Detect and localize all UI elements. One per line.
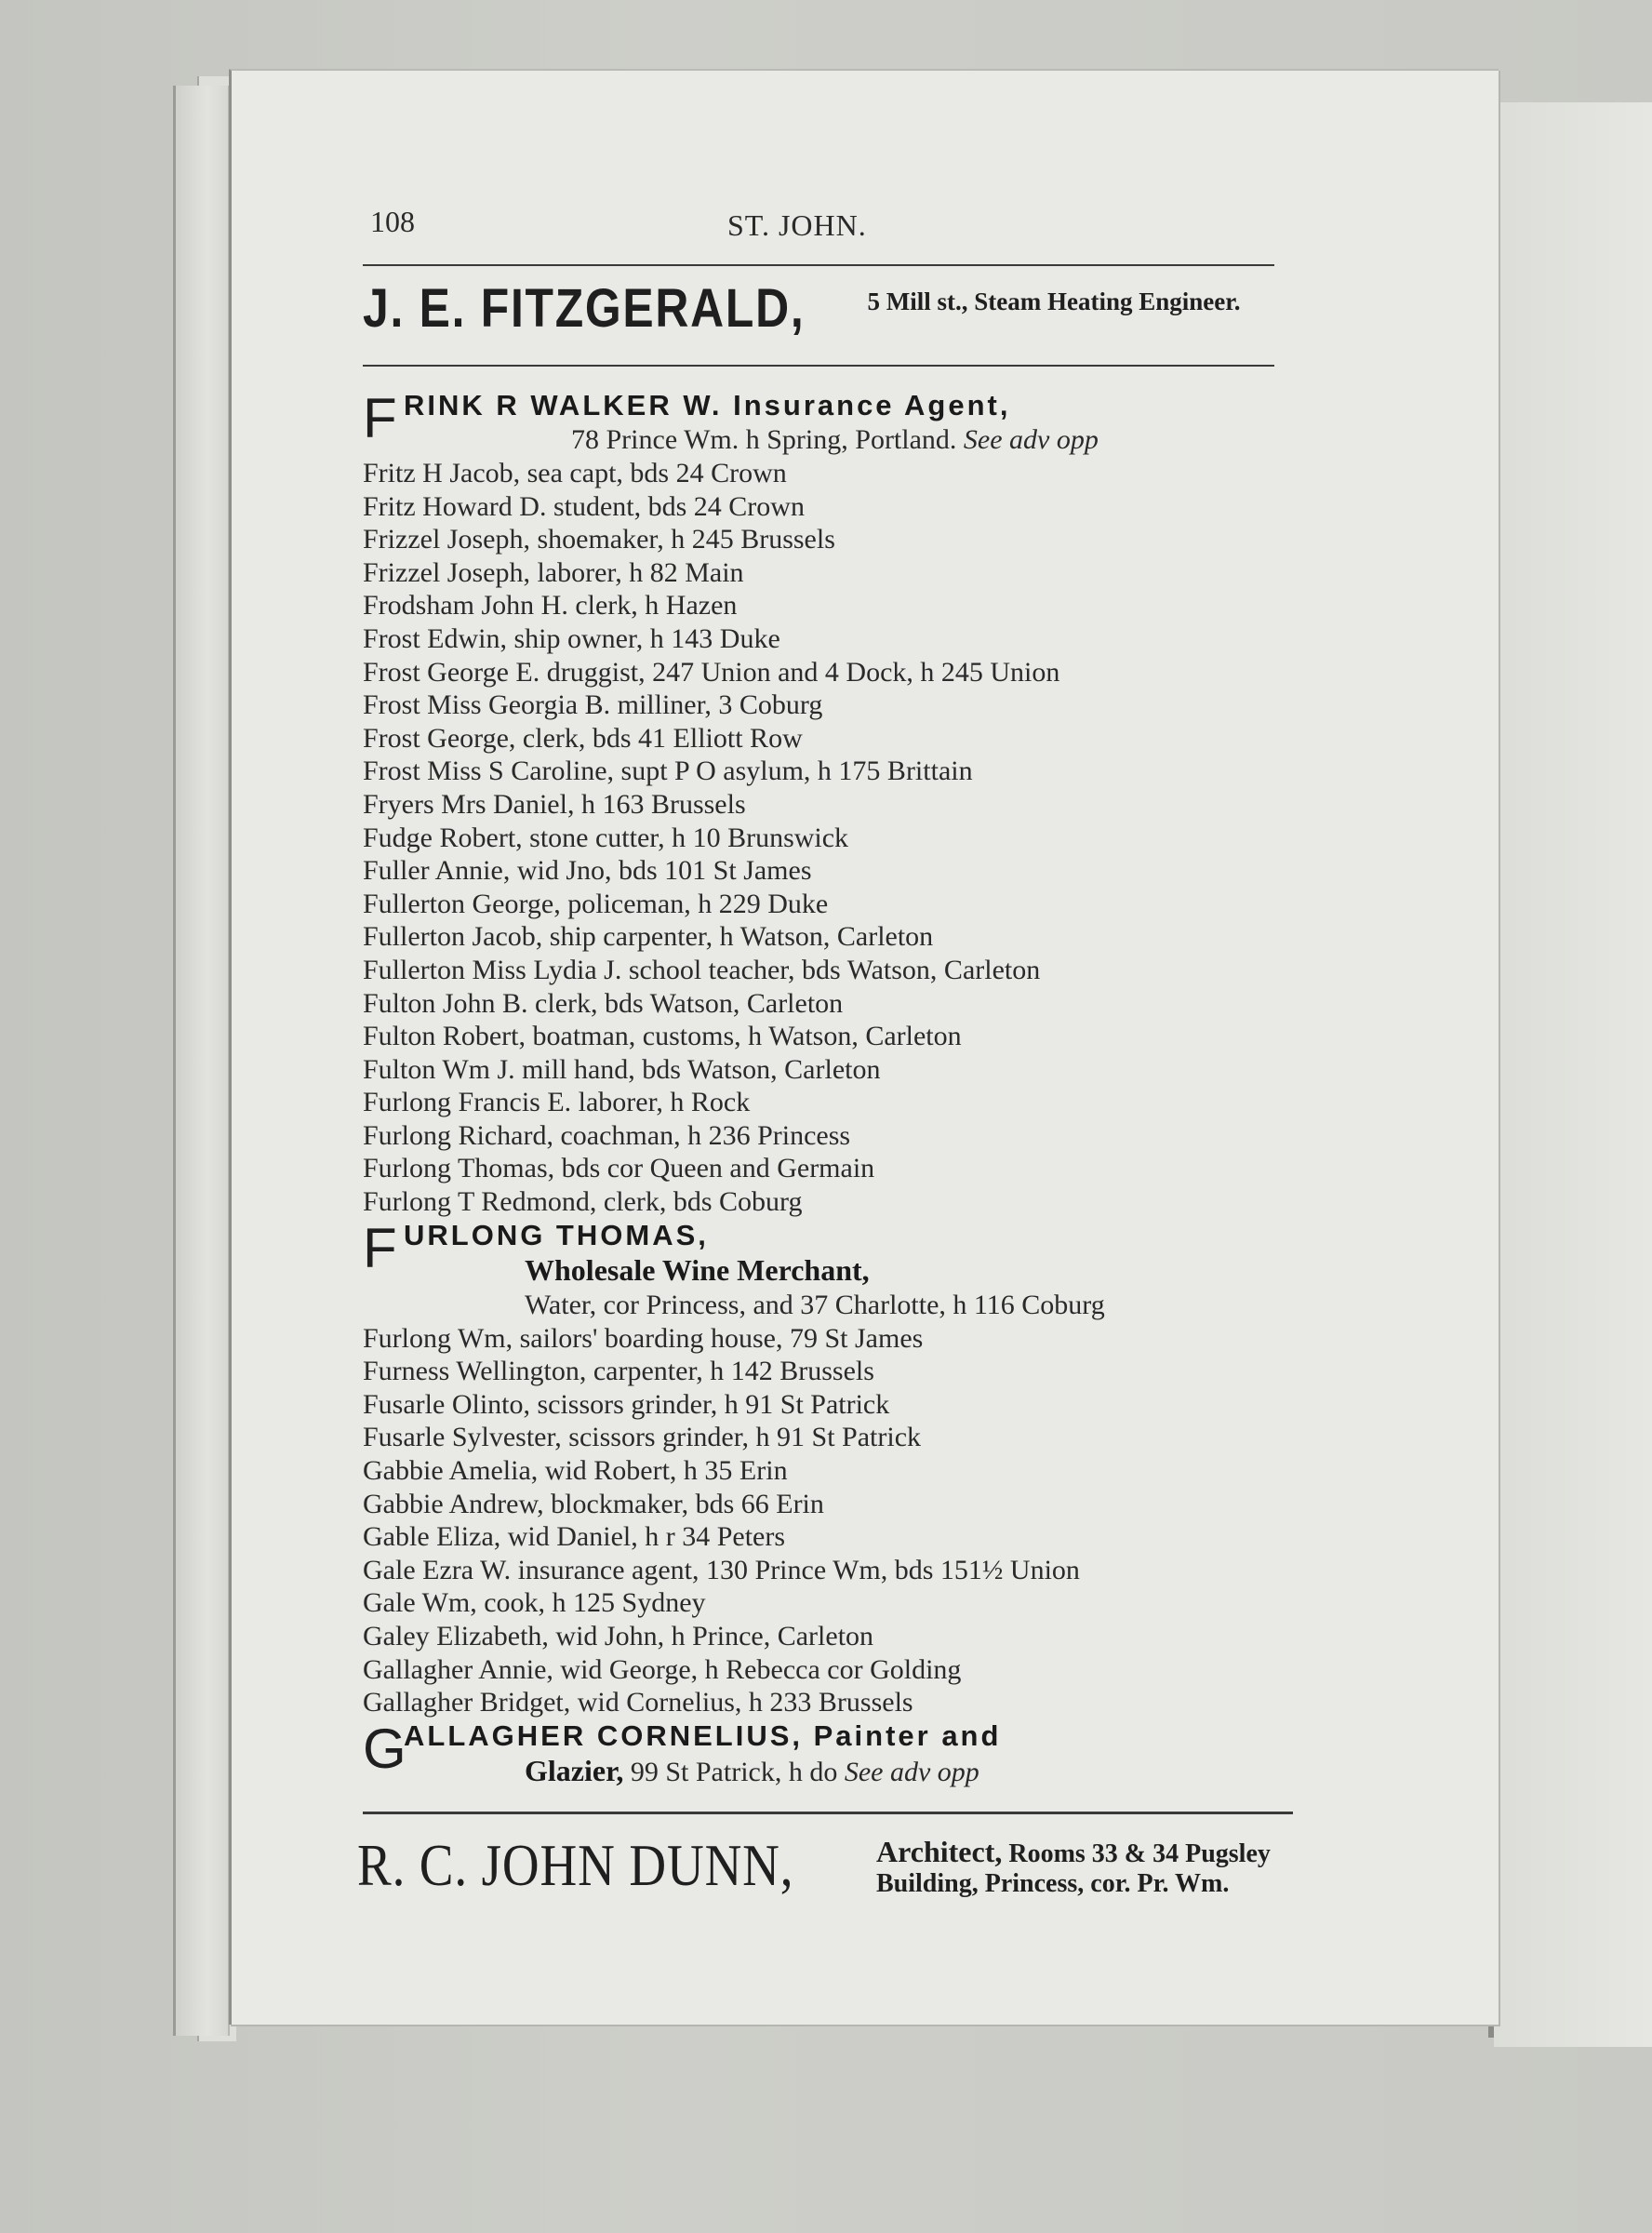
top-rule [363, 264, 1274, 266]
directory-entry: Fullerton George, policeman, h 229 Duke [363, 888, 829, 919]
directory-entry: Furlong Wm, sailors' boarding house, 79 St James [363, 1322, 924, 1354]
directory-entry: Frost Edwin, ship owner, h 143 Duke [363, 622, 780, 654]
see-advert-note: See adv opp [844, 1756, 979, 1787]
featured-entry-address: 78 Prince Wm. h Spring, Portland. [571, 424, 957, 455]
advert-dunn-address: Rooms 33 & 34 Pugsley Building, Princess, cor. Pr. Wm. [876, 1839, 1271, 1898]
directory-entry: Frizzel Joseph, shoemaker, h 245 Brussels [363, 524, 835, 555]
directory-entry: Fullerton Jacob, ship carpenter, h Watson, Carleton [363, 921, 934, 953]
directory-entry: Frizzel Joseph, laborer, h 82 Main [363, 556, 744, 588]
see-advert-note: See adv opp [963, 424, 1099, 455]
facing-page [1494, 102, 1652, 2047]
featured-entry-address: Water, cor Princess, and 37 Charlotte, h 116 Coburg [525, 1289, 1105, 1320]
directory-entry: Gabbie Amelia, wid Robert, h 35 Erin [363, 1455, 788, 1487]
directory-entry: Furlong Thomas, bds cor Queen and Germain [363, 1153, 875, 1184]
directory-entry: Fudge Robert, stone cutter, h 10 Brunswick [363, 822, 849, 853]
directory-entry: Furness Wellington, carpenter, h 142 Brussels [363, 1356, 874, 1387]
drop-initial: F [363, 387, 397, 449]
directory-entry: Frost George E. druggist, 247 Union and 4 Dock, h 245 Union [363, 656, 1060, 688]
advert-fitzgerald-name: J. E. FITZGERALD, [363, 278, 806, 339]
advert-dunn-name: R. C. JOHN DUNN, [357, 1831, 794, 1898]
featured-entry [363, 389, 1293, 457]
directory-entry: Fuller Annie, wid Jno, bds 101 St James [363, 855, 812, 887]
directory-entry: Frodsham John H. clerk, h Hazen [363, 590, 738, 622]
directory-entry: Frost Miss Georgia B. milliner, 3 Coburg [363, 689, 823, 721]
advert-fitzgerald-address: 5 Mill st., Steam Heating Engineer. [867, 287, 1241, 315]
featured-entry-heading: URLONG THOMAS, [404, 1218, 709, 1251]
advert-fitzgerald [363, 270, 1293, 359]
directory-entry: Gale Wm, cook, h 125 Sydney [363, 1587, 706, 1619]
featured-entry-trade: Glazier, [525, 1753, 624, 1787]
directory-entry: Fritz H Jacob, sea capt, bds 24 Crown [363, 458, 787, 488]
directory-entry: Furlong T Redmond, clerk, bds Coburg [363, 1186, 803, 1218]
directory-entry: Gale Ezra W. insurance agent, 130 Prince Wm, bds 151½ Union [363, 1554, 1080, 1585]
directory-entry: Fryers Mrs Daniel, h 163 Brussels [363, 788, 746, 820]
drop-initial: F [363, 1216, 397, 1279]
directory-entry: Fulton John B. clerk, bds Watson, Carleton [363, 987, 844, 1019]
directory-entry: Galey Elizabeth, wid John, h Prince, Carleton [363, 1621, 874, 1651]
featured-entry-heading: ALLAGHER CORNELIUS, Painter and [404, 1718, 1002, 1752]
directory-listing [363, 389, 1293, 1789]
page-content [357, 197, 1293, 1937]
page-number: 108 [370, 205, 415, 238]
advert-dunn [357, 1825, 1293, 1937]
directory-entry: Fusarle Sylvester, scissors grinder, h 91 St Patrick [363, 1422, 922, 1453]
page-city: ST. JOHN. [727, 208, 867, 242]
bottom-rule [363, 1812, 1293, 1814]
directory-entry: Gable Eliza, wid Daniel, h r 34 Peters [363, 1521, 786, 1553]
featured-entry-heading: RINK R WALKER W. Insurance Agent, [404, 389, 1011, 421]
directory-entry: Fritz Howard D. student, bds 24 Crown [363, 490, 805, 522]
page-stack-edge-front [173, 86, 230, 2036]
directory-entry: Furlong Francis E. laborer, h Rock [363, 1087, 751, 1118]
directory-entry: Fusarle Olinto, scissors grinder, h 91 St Patrick [363, 1388, 890, 1420]
directory-entry: Furlong Richard, coachman, h 236 Princess [363, 1119, 851, 1151]
directory-entry: Gallagher Bridget, wid Cornelius, h 233 Brussels [363, 1687, 913, 1718]
featured-entry-address: 99 St Patrick, h do [623, 1756, 838, 1787]
directory-entry: Fulton Wm J. mill hand, bds Watson, Carleton [363, 1053, 881, 1085]
advert-dunn-role: Architect, [876, 1834, 1003, 1868]
directory-entry: Fulton Robert, boatman, customs, h Watson, Carleton [363, 1021, 962, 1052]
advert-dunn-description [876, 1834, 1304, 1899]
featured-entry [363, 1216, 1293, 1322]
directory-entry: Fullerton Miss Lydia J. school teacher, bds Watson, Carleton [363, 954, 1041, 985]
directory-entry: Gallagher Annie, wid George, h Rebecca cor Golding [363, 1653, 962, 1685]
drop-initial: G [363, 1717, 406, 1780]
featured-entry-trade: Wholesale Wine Merchant, [525, 1252, 870, 1287]
featured-entry [363, 1719, 1293, 1789]
running-head [363, 197, 1293, 242]
directory-entry: Frost George, clerk, bds 41 Elliott Row [363, 722, 803, 754]
advert-rule [363, 365, 1274, 367]
directory-entry: Frost Miss S Caroline, supt P O asylum, h 175 Brittain [363, 755, 973, 787]
directory-entry: Gabbie Andrew, blockmaker, bds 66 Erin [363, 1488, 824, 1519]
